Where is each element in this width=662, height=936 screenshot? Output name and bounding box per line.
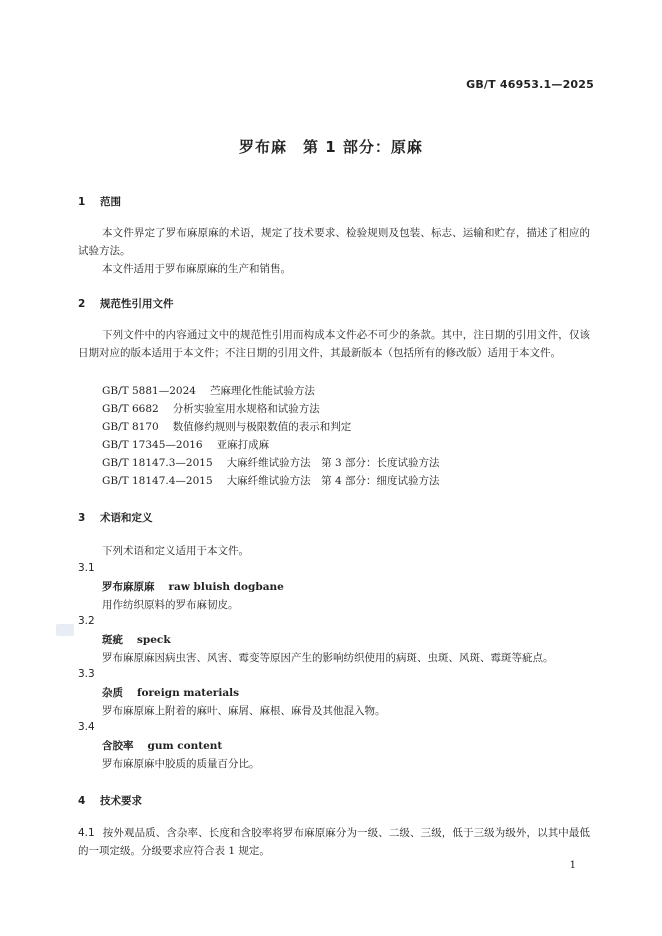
section-number: 3 <box>78 512 86 524</box>
term-definition: 用作纺织原料的罗布麻韧皮。 <box>102 599 239 611</box>
section-title: 规范性引用文件 <box>100 298 174 310</box>
page-number: 1 <box>569 860 576 871</box>
reference-code: GB/T 18147.4—2015 <box>102 475 213 487</box>
reference-item <box>102 455 439 470</box>
section-1-heading <box>78 194 121 209</box>
reference-code: GB/T 8170 <box>102 421 159 433</box>
clause-4-1 <box>78 824 590 860</box>
term-number: 3.3 <box>78 668 95 680</box>
reference-code: GB/T 18147.3—2015 <box>102 457 213 469</box>
reference-item <box>102 383 315 398</box>
section-number: 2 <box>78 298 86 310</box>
normative-paragraph: 下列文件中的内容通过文中的规范性引用而构成本文件必不可少的条款。其中，注日期的引用文件，仅该日期对应的版本适用于本文件；不注日期的引用文件，其最新版本（包括所有的修改版）适用于本文件。 <box>78 329 590 359</box>
term-heading <box>102 685 239 700</box>
standard-code: GB/T 46953.1—2025 <box>466 78 594 91</box>
section-2-heading <box>78 296 174 311</box>
terms-intro: 下列术语和定义适用于本文件。 <box>102 545 249 557</box>
term-definition: 罗布麻原麻上附着的麻叶、麻屑、麻根、麻骨及其他混入物。 <box>102 705 386 717</box>
term-en: foreign materials <box>137 687 240 699</box>
reference-code: GB/T 17345—2016 <box>102 439 203 451</box>
reference-item <box>102 473 439 488</box>
reference-item <box>102 419 351 434</box>
reference-name: 分析实验室用水规格和试验方法 <box>172 403 320 415</box>
term-en: speck <box>137 634 171 646</box>
scope-paragraph-2: 本文件适用于罗布麻原麻的生产和销售。 <box>102 263 291 275</box>
section-title: 技术要求 <box>100 795 142 807</box>
clause-text: 按外观品质、含杂率、长度和含胶率将罗布麻原麻分为一级、二级、三级，低于三级为级外，以其中最低的一项定级。分级要求应符合表 1 规定。 <box>78 827 590 857</box>
term-heading <box>102 738 222 753</box>
term-en: raw bluish dogbane <box>168 581 284 593</box>
term-zh: 斑疵 <box>102 634 123 646</box>
reference-name: 大麻纤维试验方法 第 4 部分：细度试验方法 <box>226 475 440 487</box>
term-definition: 罗布麻原麻因病虫害、风害、霉变等原因产生的影响纺织使用的病斑、虫斑、风斑、霉斑等疵点。 <box>102 652 554 664</box>
section-4-heading <box>78 793 142 808</box>
term-heading <box>102 632 171 647</box>
term-zh: 含胶率 <box>102 740 134 752</box>
reference-code: GB/T 6682 <box>102 403 159 415</box>
reference-name: 大麻纤维试验方法 第 3 部分：长度试验方法 <box>226 457 440 469</box>
term-number: 3.4 <box>78 721 95 733</box>
reference-code: GB/T 5881—2024 <box>102 385 196 397</box>
term-number: 3.1 <box>78 562 95 574</box>
term-definition: 罗布麻原麻中胶质的质量百分比。 <box>102 758 260 770</box>
section-title: 范围 <box>100 196 121 208</box>
reference-name: 亚麻打成麻 <box>216 439 270 451</box>
reference-item <box>102 437 269 452</box>
document-title: 罗布麻 第 1 部分：原麻 <box>239 138 423 156</box>
reference-item <box>102 401 320 416</box>
term-en: gum content <box>147 740 223 752</box>
section-number: 4 <box>78 795 86 807</box>
term-zh: 罗布麻原麻 <box>102 581 155 593</box>
section-number: 1 <box>78 196 86 208</box>
reference-name: 数值修约规则与极限数值的表示和判定 <box>172 421 352 433</box>
term-number: 3.2 <box>78 615 95 627</box>
scope-paragraph-1: 本文件界定了罗布麻原麻的术语，规定了技术要求、检验规则及包装、标志、运输和贮存，描述了相应的试验方法。 <box>78 227 590 257</box>
section-3-heading <box>78 510 153 525</box>
section-title: 术语和定义 <box>100 512 153 524</box>
term-zh: 杂质 <box>102 687 123 699</box>
reference-name: 苎麻理化性能试验方法 <box>209 385 315 397</box>
clause-number: 4.1 <box>78 827 95 839</box>
small-stamp-icon <box>56 624 74 636</box>
term-heading <box>102 579 284 594</box>
